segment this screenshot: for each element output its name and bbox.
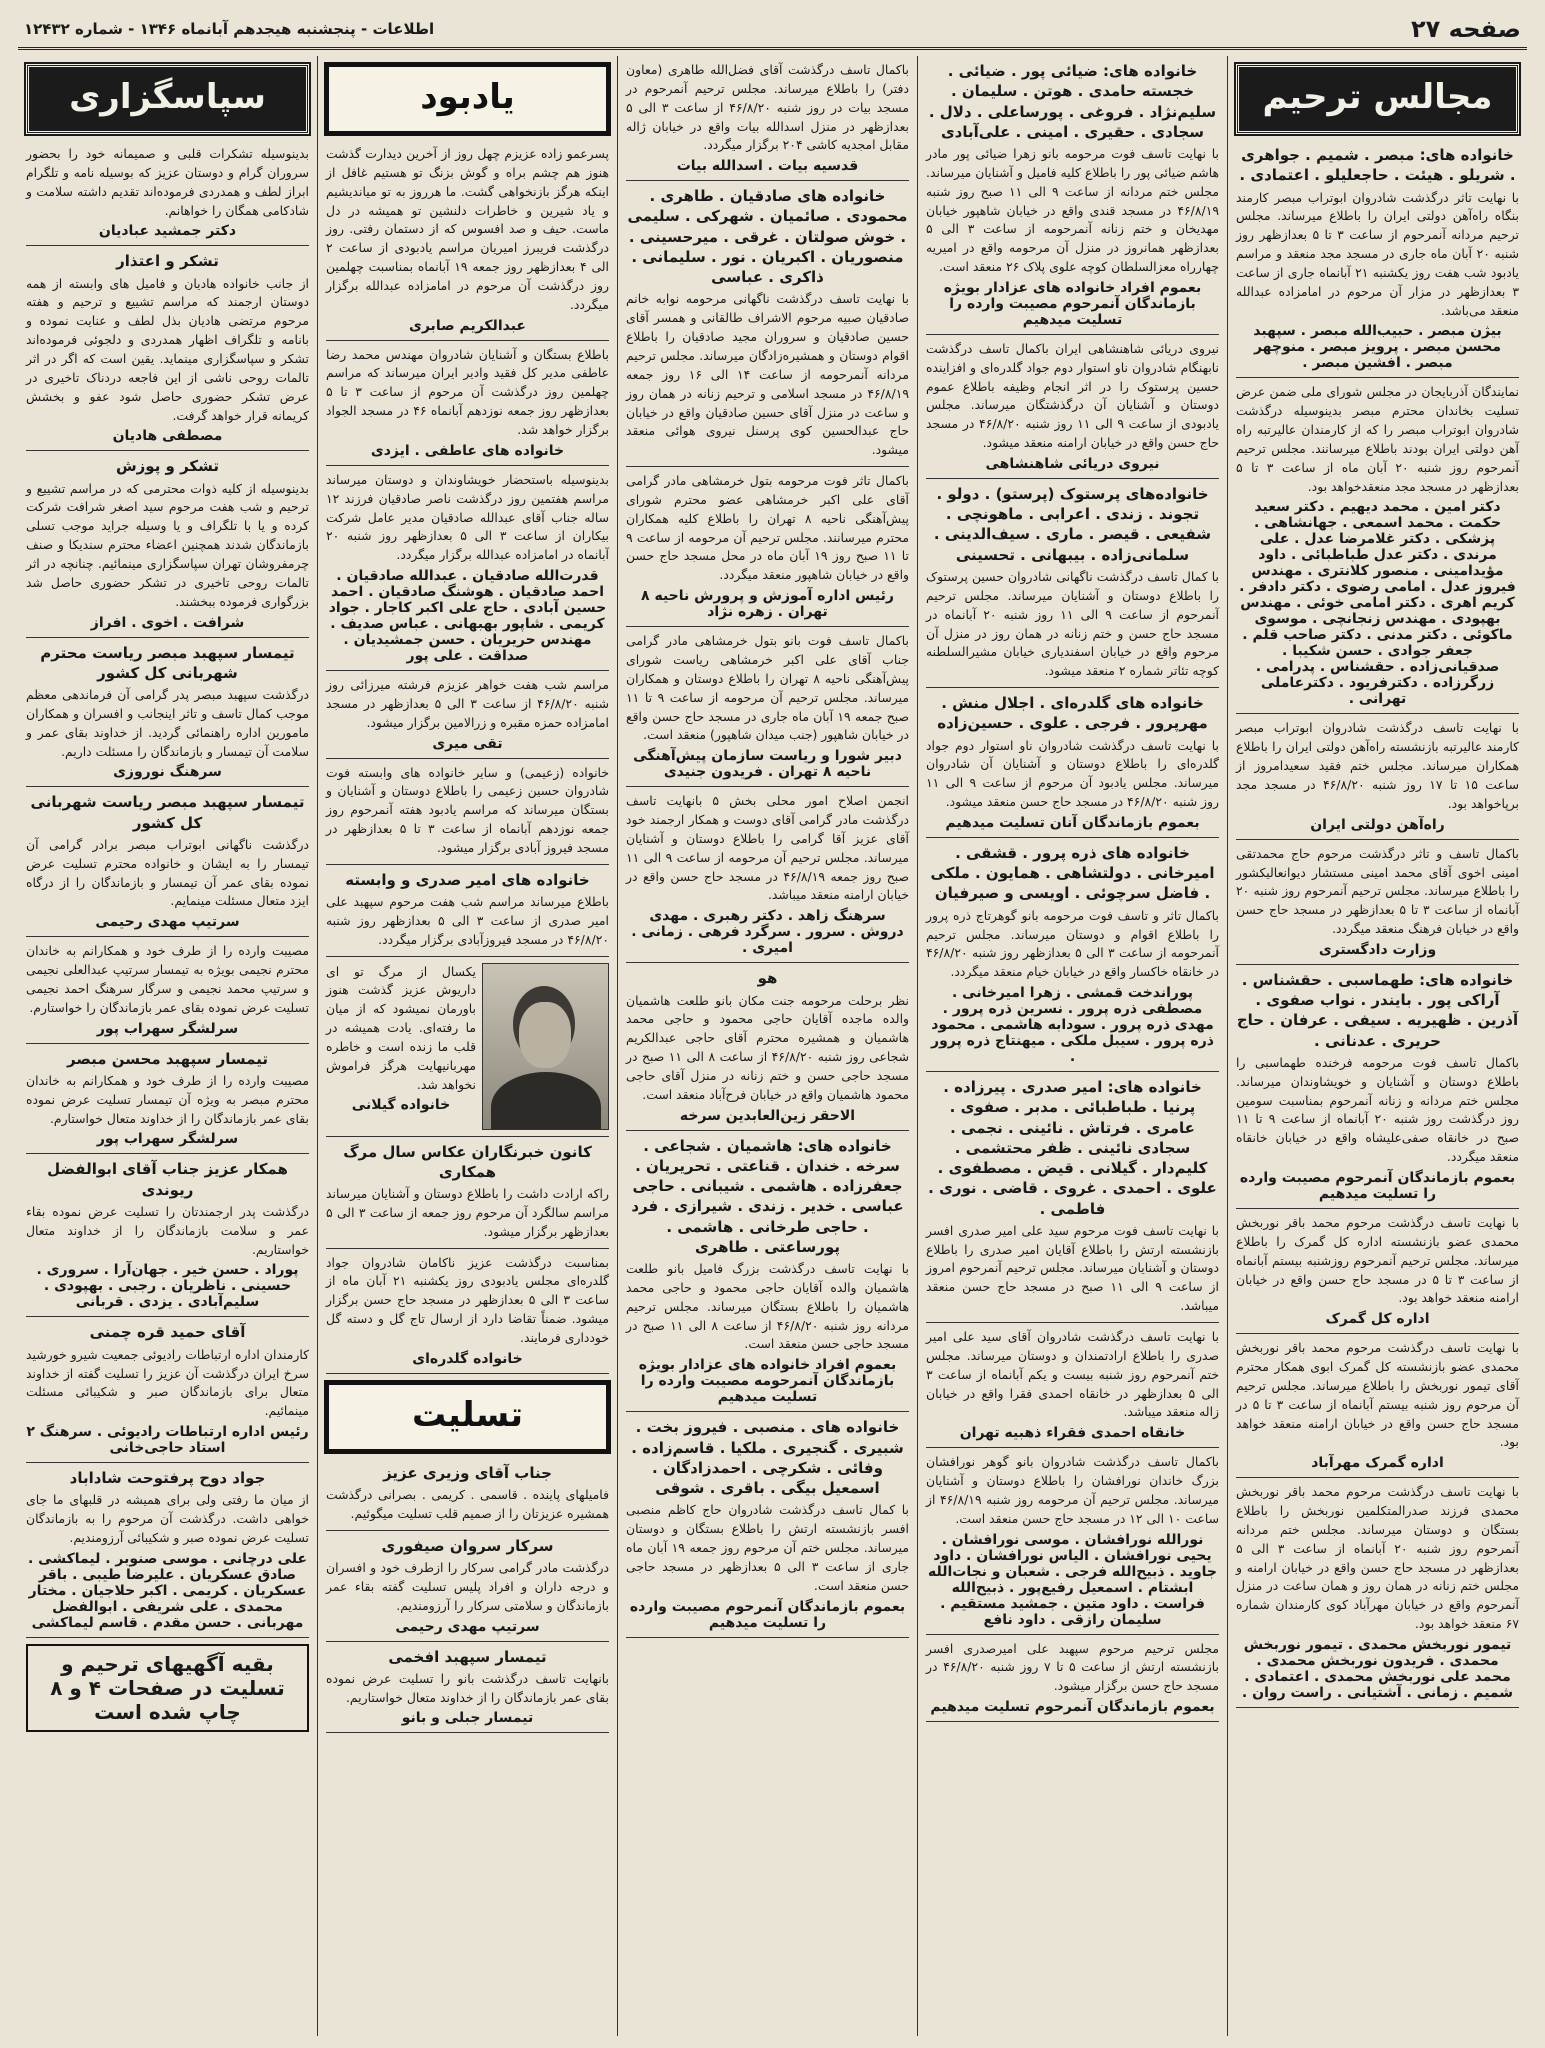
notice-signature: پوراد . حسن خیر . جهان‌آرا . سروری . حسینی . ناظریان . رجبی . بهپودی . سلیم‌آبادی . یزدی . قربانی xyxy=(36,1262,299,1311)
notice-title: تشکر و پوزش xyxy=(115,457,220,476)
notice-title: خانواده‌های پرستوک (پرستو) . دولو . تجوند . زندی . اعرابی . ماهونچی . شفیعی . قیصر . ماری . سیف‌الدینی . سلمانی‌زاده . بیبهانی . تحسینی xyxy=(933,484,1212,564)
notice-body: درگذشت سپهبد مبصر پدر گرامی آن فرماندهی معظم موجب کمال تاسف و تاثر اینجانب و افسران و همکاران مامورین اداره راهنمائی گردید. از خداوند بقای عمر و سلامت آن تیمسار و بازماندگان را مسئلت داریم. xyxy=(26,687,309,759)
notice-body: بدینوسیله تشکرات قلبی و صمیمانه خود را بحضور سروران گرام و دوستان عزیز که بوسیله نامه و تلگرام ابراز لطف و همدردی فرموده‌اند تقدیم داشته سلامت و شادکامی همگان را خواهانم. xyxy=(26,146,309,218)
section-banner-yadbud: یادبود xyxy=(326,64,609,134)
notice-body: با کمال تاسف درگذشت شادروان حاج کاظم منصبی افسر بازنشسته ارتش را باطلاع بستگان و دوستان میرساند. مجلس ختم آن مرحوم روز جمعه ۱۹ آبان ماه جاری از ساعت ۳ الی ۵ بعدازظهر در مسجد حاجی حسن منعقد است. xyxy=(626,1502,909,1593)
notice-signature: خانواده های عاطفی . ایزدی xyxy=(370,442,565,459)
notice xyxy=(926,56,1219,335)
notice-body: با نهایت تاسف درگذشت مرحوم محمد باقر نوربخش محمدی عضو بازنشسته کل گمرک ابوی همکار محترم آقای تیمور نوربخش را باطلاع میرساند. مجلس ترحیم آن مرحوم روز شنبه بیستم آبانماه از ساعت ۳ تا ۵ در مسجد حاج حسن واقع در خیابان ارامنه منعقد خواهد بود. xyxy=(1236,1340,1519,1450)
notice-signature: راه‌آهن دولتی ایران xyxy=(1310,816,1445,833)
column-1 xyxy=(1227,56,1527,2036)
notice-signature: بیژن مبصر . حبیب‌الله مبصر . سپهبد محسن مبصر . پرویز مبصر . منوچهر مبصر . افشین مبصر . xyxy=(1253,323,1502,372)
notice-list xyxy=(326,140,609,1374)
notice-body: نیروی دریائی شاهنشاهی ایران باکمال تاسف درگذشت نابهنگام شادروان ناو استوار دوم جواد گلدره‌ای و افزاینده حسین پرستوک را در اثر انجام وظیفه باطلاع عموم دوستان و آشنایان آن درگذشتگان میرساند. مجلس یادبودی از ساعت ۹ الی ۱۱ روز شنبه ۴۶/۸/۲۰ در مسجد حاج حسن واقع در خیابان ارامنه منعقد میشود. xyxy=(926,340,1219,451)
notice-body: مصیبت وارده را از طرف خود و همکارانم به خاندان محترم مبصر به ویژه آن تیمسار تسلیت عرض نموده بقای عمر بازماندگان را از خداوند متعال خواستارم. xyxy=(26,1072,309,1126)
notice-body: راکه ارادت داشت را باطلاع دوستان و آشنایان میرساند مراسم سالگرد آن مرحوم روز جمعه از ساعت ۳ الی ۵ بعدازظهر برگزار میشود. xyxy=(326,1186,609,1239)
notice-signature: تیمسار جبلی و بانو xyxy=(401,1710,534,1727)
notice xyxy=(626,467,909,627)
notice-title: خانواده های امیر صدری و وابسته xyxy=(345,870,590,889)
notice-signature: وزارت دادگستری xyxy=(1318,941,1437,958)
notice xyxy=(326,1531,609,1642)
notice-body: درگذشت مادر گرامی سرکار را ازطرف خود و افسران و درجه داران و افراد پلیس تسلیت گفته بقاء عمر بازماندگان و سلامتی سرکار را آرزومندیم. xyxy=(326,1560,609,1613)
notice-list xyxy=(926,56,1219,1722)
notice-body: بمناسبت درگذشت عزیز ناکامان شادروان جواد گلدره‌ای مجلس یادبودی روز یکشنبه ۲۱ آبان ماه از ساعت ۳ الی ۵ بعدازظهر در مسجد حاج حسن برگزار میشود. ضمناً تقاضا دارد از ارسال تاج گل و دسته گل خودداری فرمایند. xyxy=(326,1254,609,1345)
notice-signature: رئیس اداره ارتباطات رادیوئی . سرهنگ ۲ استاد حاجی‌خانی xyxy=(26,1424,309,1457)
notice xyxy=(326,865,609,957)
notice-body: باکمال تاثر و تاسف فوت مرحومه بانو گوهرتاج ذره پرور را باطلاع اقوام و دوستان میرساند. مجلس ترحیم آنمرحومه از ساعت ۳ الی ۵ بعدازظهر روز شنبه ۴۶/۸/۲۰ در خانقاه خاکسار واقع در خیابان خیام منعقد میگردد. xyxy=(926,907,1219,980)
notice-signature: دبیر شورا و ریاست سازمان پیش‌آهنگی ناحیه ۸ تهران . فریدون جنیدی xyxy=(633,748,902,781)
notice-body: باکمال تاثر فوت مرحومه بتول خرمشاهی مادر گرامی آقای علی اکبر خرمشاهی عضو محترم شورای پیش‌آهنگی ناحیه ۸ تهران را باطلاع کلیه همکاران محترم میرسانند. مجلس ترحیم آن مرحومه از ساعت ۹ تا ۱۱ صبح روز ۱۹ آبان ماه در محل مسجد حاج حسن واقع در خیابان شاهپور منعقد میگردد. xyxy=(626,473,909,583)
notice xyxy=(26,451,309,637)
notice-signature: بعموم بازماندگان آنمرحوم تسلیت میدهیم xyxy=(930,1699,1215,1716)
notice xyxy=(326,466,609,671)
notice-body: با نهایت تاثر درگذشت شادروان ابوتراب مبصر کارمند بنگاه راه‌آهن دولتی ایران را باطلاع میرساند. مجلس ترحیم مردانه آنمرحوم از ساعت ۳ تا ۵ بعدازظهر روز شنبه ۲۰ آبان ماه جاری در مسجد مجد منعقد و مراسم یادبود شب هفت روز یکشنبه ۲۱ آبانماه جاری از ساعت ۳ بعدازظهر در مزار آن مرحوم در امامزاده عبدالله منعقد می‌باشد. xyxy=(1236,189,1519,318)
notice-signature: پوراندخت قمشی . زهرا امیرخانی . مصطفی ذره پرور . نسرین ذره پرور . مهدی ذره پرور . سودابه هاشمی . محمود ذره پرور . سیبل ملکی . میهنتاج ذره پرور . xyxy=(931,985,1214,1066)
notice xyxy=(926,1323,1219,1448)
notice-title: خانواده های: ضیائی پور . ضیائی . خجسته حامدی . هوتن . سلیمان . سلیم‌نژاد . فروغی . پورساعلی . دلال . سجادی . حقیری . امینی . علی‌آبادی xyxy=(928,62,1217,141)
notice xyxy=(26,638,309,788)
notice-body: درگذشت پدر ارجمندتان را تسلیت عرض نموده بقاء عمر و سلامت بازماندگان را از خداوند متعال خواستاریم. xyxy=(26,1203,309,1257)
section-banner-tasliat: تسلیت xyxy=(326,1382,609,1452)
notice xyxy=(326,1137,609,1249)
notice-signature: دکتر امین . محمد دیهیم . دکتر سعید حکمت . محمد اسمعی . جهانشاهی . پزشکی . دکتر غلامرضا عدل . علی مرندی . دکتر عدل طباطبائی . داود مؤیدامینی . منصور کلانتری . مهندس فیروز عدل . امامی رضوی . دکتر دادفر . کریم اهری . دکتر امامی خوئی . مهندس بهپودی . مهندس زنجانچی . موسوی ماکوئی . دکتر مدنی . دکتر صاحب قلم . جعفر جوادی . حسن شکیبا . صدقیانی‌زاده . حقشناس . پدرامی . زرگرزاده . دکترفریود . دکترعاملی تهرانی . xyxy=(1239,499,1516,708)
notice-list xyxy=(626,56,909,1638)
notice xyxy=(1236,1209,1519,1334)
notice-title: تیمسار سپهبد محسن مبصر xyxy=(67,1049,268,1068)
notice-body: مصیبت وارده را از طرف خود و همکارانم به خاندان محترم نجیمی بویژه به تیمسار سرتیپ عبدالعلی نجیمی و سرتیپ محمد نجیمی و سرگار سرهنگ احمد نجیمی تسلیت عرض نموده بقای عمر بازماندگان را خواستارم. xyxy=(26,943,309,1015)
notice-signature: سرهنگ زاهد . دکتر رهبری . مهدی دروش . سرور . سرگرد فرهی . زمانی . امیری . xyxy=(631,908,904,957)
notice xyxy=(26,1154,309,1317)
notice xyxy=(626,56,909,181)
notice-signature: خانقاه احمدی فقراء ذهبیه تهران xyxy=(959,1425,1186,1442)
notice-title: خانواده های گلدره‌ای . اجلال منش . مهرپرور . فرجی . علوی . حسین‌زاده xyxy=(937,694,1208,733)
notice-signature: بعموم بازماندگان آنمرحوم مصیبت وارده را تسلیت میدهیم xyxy=(629,1598,906,1631)
notice-signature: قدرت‌الله صادقیان . عبدالله صادقیان . احمد صادقیان . هوشنگ صادقیان . احمد حسین آبادی . حاج علی اکبر کاجار . جواد کریمی . شاپور بهبهانی . عباس صدیف . مهندس حریریان . حسن جمشیدیان . صداقت . علی پور xyxy=(328,568,607,665)
notice-body: باطلاع بستگان و آشنایان شادروان مهندس محمد رضا عاطفی مدیر کل فقید وادیر ایران میرساند که مراسم چهلمین روز درگذشت آن مرحوم از ساعت ۳ تا ۵ بعدازظهر روز جمعه نوزدهم آبانماه ۴۶ در مسجد الجواد برگزار خواهد شد. xyxy=(326,346,610,437)
notice-body: باکمال تاسف و تاثر درگذشت مرحوم حاج محمدتقی امینی اخوی آقای محمد امینی مستشار دیوانعالیکشور را باطلاع میرساند. مجلس ترحیم آنمرحوم روز شنبه ۲۰ آبانماه از ساعت ۳ تا ۵ بعدازظهر در مسجد حاج حسن واقع در خیابان فرهنگ منعقد میگردد. xyxy=(1236,845,1519,937)
notice-body: بدینوسیله باستحضار خویشاوندان و دوستان میرساند مراسم هفتمین روز درگذشت ناصر صادقیان فرزند ۱۲ ساله جناب آقای عبدالله صادقیان مدیر عامل شرکت بیکاران از ساعت ۳ الی ۵ بعدازظهر روز شنبه ۲۰ آبانماه در امامزاده عبدالله برگزار میگردد. xyxy=(326,471,609,563)
column-5 xyxy=(18,56,317,2036)
notice-title: خانواده های ذره پرور . قشقی . امیرخانی . دولتشاهی . همایون . ملکی . فاضل سرچوئی . اویسی و صیرفیان xyxy=(930,843,1215,903)
notice-body: پسرعمو زاده عزیزم چهل روز از آخرین دیدارت گذشت هنوز هم چشم براه و گوش بزنگ تو هستیم غافل از اینکه هرگز بازنخواهی گشت. ما هرروز به تو میاندیشیم و یاد شیرین و خاطرات دلنشین تو همیشه در دل ماست. حیف و صد افسوس که از دستمان رفتی. روز درگذشت فریبرز امیریان مراسم یادبودی از ساعت ۲ الی ۴ بعدازظهر روز جمعه ۱۹ آبانماه بمناسبت چهلمین روز درگذشت آن مرحوم در امامزاده عبدالله برگزار میگردد. xyxy=(326,146,610,312)
notice-title: خانواده های صادقیان . طاهری . محمودی . صائمیان . شهرکی . سلیمی . خوش صولتان . غرقی . میرحسینی . منصوریان . اکبریان . نور . سلیمانی . ذاکری . عباسی xyxy=(627,187,908,287)
notice-list xyxy=(1236,140,1519,1708)
notice xyxy=(626,1412,909,1637)
columns xyxy=(18,56,1527,2036)
notice-signature: علی درچانی . موسی صنوبر . لیماکشی . صادق عسکریان . علیرضا طیبی . باقر عسکریان . کریمی . اکبر حلاجیان . مختار محمدی . علی شریفی . ابوالفضل مهربانی . حسن مقدم . قاسم لیماکشی xyxy=(27,1550,308,1631)
notice-body: با نهایت تاسف فوت مرحومه بانو زهرا ضیائی پور مادر هاشم ضیائی پور را باطلاع کلیه فامیل و آشنایان میرساند. مجلس ختم مردانه از ساعت ۹ الی ۱۱ صبح روز شنبه ۴۶/۸/۱۹ در مسجد قندی واقع در خیابان شاهپور خیابان مهدیخان و ختم زنانه آنمرحومه از ساعت ۳ الی ۵ بعدازظهر همانروز در منزل آن مرحومه واقع در امیریه چهارراه معزالسلطان کوچه علوی پلاک ۲۶ منعقد است. xyxy=(926,146,1219,275)
notice-body: از میان ما رفتی ولی برای همیشه در قلبهای ما جای خواهی داشت. درگذشت آن مرحوم را به بازماندگان تسلیت عرض نموده صبر و شکیبائی آرزومندیم. xyxy=(26,1492,309,1546)
notice-title: سرکار سروان صیفوری xyxy=(381,1536,554,1555)
notice xyxy=(1236,140,1519,378)
notice xyxy=(326,341,609,466)
notice xyxy=(26,246,309,451)
column-2 xyxy=(917,56,1227,2036)
notice-title: تیمسار سپهبد مبصر ریاست محترم شهربانی کل کشور xyxy=(40,643,295,682)
notice-body: کارمندان اداره ارتباطات رادیوئی جمعیت شیرو خورشید سرخ ایران درگذشت آن عزیز را تسلیت گفته از خداوند متعال برای بازماندگان صبر و شکیبائی مسئلت مینمائیم. xyxy=(26,1346,309,1419)
notice-signature: الاحقر زین‌العابدین سرخه xyxy=(679,1107,856,1124)
notice-signature: بعموم بازماندگان آنان تسلیت میدهیم xyxy=(945,814,1200,831)
notice xyxy=(326,140,609,341)
photo-caption xyxy=(326,963,476,1130)
notice-signature: اداره گمرک مهرآباد xyxy=(1311,1455,1444,1472)
page-number: صفحه ۲۷ xyxy=(1411,14,1521,43)
notice-body: با نهایت تاسف درگذشت مرحوم محمد باقر نوربخش محمدی عضو بازنشسته اداره کل گمرک را باطلاع میرساند. مجلس ترحیم آنمرحوم روزشنبه بیستم آبانماه از ساعت ۳ تا ۵ در مسجد حاج حسن واقع در خیابان ارامنه منعقد خواهد بود. xyxy=(1236,1214,1519,1306)
notice-body: با نهایت تاسف درگذشت شادروان آقای سید علی امیر صدری را باطلاع ارادتمندان و دوستان میرساند. مجلس ختم آنمرحوم روز شنبه بیست و یکم آبانماه از ساعت ۳ الی ۵ بعدازظهر در خانقاه احمدی فقرا واقع در خیابان زاله منعقد میباشد. xyxy=(926,1329,1219,1420)
notice xyxy=(26,1463,309,1638)
notice-title: تیمسار سپهبد افخمی xyxy=(388,1647,547,1666)
notice xyxy=(926,688,1219,838)
notice xyxy=(1236,378,1519,714)
notice-body: با کمال تاسف درگذشت ناگهانی شادروان حسین پرستوک را باطلاع دوستان و آشنایان میرساند. مجلس ترحیم آنمرحوم از ساعت ۹ الی ۱۱ روز شنبه ۲۰ آبانماه در مسجد حاج حسن و ختم زنانه در همان روز در منزل آن مرحوم واقع در خیابان اسفندیاری خیابان مشیرالسلطنه کوچه تئاتر شماره ۲ منعقد میشود. xyxy=(926,568,1219,679)
column-4 xyxy=(317,56,617,2036)
notice-title: خانواده های . منصبی . فیروز بخت . شبیری . گنجیری . ملکیا . قاسم‌زاده . وفائی . شکرچی . احمدزادگان . اسمعیل بیگی . باقری . شوقی xyxy=(631,1418,904,1498)
notice-signature: سرتیپ مهدی رحیمی xyxy=(95,914,240,931)
notice-title: آقای حمید قره چمنی xyxy=(89,1323,246,1342)
notice-title: تشکر و اعتذار xyxy=(116,252,219,271)
notice-body: با نهایت تاسف درگذشت مرحوم محمد باقر نوربخش محمدی فرزند صدرالمتکلمین نوربخش را باطلاع بستگان و دوستان میرساند. مجلس ختم مردانه آنمرحوم روز شنبه ۲۰ آبانماه از ساعت ۳ الی ۵ بعدازظهر در مسجد حاج حسن واقع در خیابان ارامنه و مجلس ختم زنانه در همان روز و همان ساعت در منزل آنمرحوم واقع در خیابان مهرآباد کوی کارمندان شماره ۶۷ منعقد خواهد بود. xyxy=(1236,1484,1519,1632)
notice-signature: تقی میری xyxy=(432,735,503,752)
notice-title: خانواده های: مبصر . شمیم . جواهری . شریلو . هیئت . حاجعلیلو . اعتمادی . xyxy=(1239,146,1516,185)
notice xyxy=(626,1131,909,1413)
notice xyxy=(626,787,909,963)
notice xyxy=(1236,840,1519,965)
notice-title: خانواده های: هاشمیان . شجاعی . سرخه . خندان . قناعتی . تحریریان . جعفرزاده . هاشمی . شیبانی . حاجی عباسی . خدیر . زندی . شیرازی . فرد . حاجی طرخانی . هاشمی . پورساعتی . طاهری xyxy=(631,1136,904,1256)
notice-signature: نورالله نورافشان . موسی نورافشان . یحیی نورافشان . الیاس نورافشان . داود جاوید . ذبیح‌الله فرجی . شعبان و نجات‌الله ابشتام . اسمعیل رفیع‌پور . ذبیح‌الله فراست . داود متین . جمشید مستقیم . سلیمان رازقی . داود نافع xyxy=(927,1531,1217,1628)
notice-body: با نهایت تاسف درگذشت ناگهانی مرحومه نوابه خانم صادقیان صبیه مرحوم الاشراف طالقانی و همسر آقای حسین صادقیان و سروران مجید صادقیان را باطلاع اقوام دوستان و همشیره‌زادگان میرساند. مجلس ترحیم مردانه آنمرحومه از ساعت ۱۴ الی ۱۶ روز جمعه ۴۶/۸/۱۹ در مسجد اسلامی و ترحیم زنانه در همان روز و ساعت در منزل آقای حسین صادقیان واقع در خیابان حاج عبدالحسین کوی پرسنل نیروی هوائی منعقد میشود. xyxy=(626,291,909,458)
notice-title: جناب آقای وزیری عزیز xyxy=(383,1463,552,1482)
notice-list xyxy=(26,140,309,1638)
notice-signature: نیروی دریائی شاهنشاهی xyxy=(985,455,1160,472)
section-banner-sepasgozari: سپاسگزاری xyxy=(26,64,309,134)
notice xyxy=(926,838,1219,1072)
column-3 xyxy=(617,56,917,2036)
notice-title: خانواده های: طهماسبی . حقشناس . آراکی پور . بایندر . نواب صفوی . آذرین . ظهیریه . سیفی . عرفان . حاج حریری . عدنانی . xyxy=(1236,970,1519,1050)
notice-body: درگذشت ناگهانی ابوتراب مبصر برادر گرامی آن تیمسار را به ایشان و خانواده محترم تسلیت عرض نموده بقای عمر آن تیمسار و بازماندگان را از درگاه ایزد متعال مسئلت مینمایم. xyxy=(26,836,309,909)
page-header xyxy=(18,14,1527,50)
notice-signature: بعموم افراد خانواده های عزادار بویژه بازماندگان آنمرحومه مصیبت وارده را تسلیت میدهیم xyxy=(638,1357,897,1406)
notice-signature: مصطفی هادیان xyxy=(112,428,223,445)
notice-body: از جانب خانواده هادیان و فامیل های وابسته از همه دوستان ارجمند که مراسم تشییع و ترحیم و هفته مرحوم مرتضی هادیان بذل لطف و عنایت نموده و بانامه و تلگراف اظهار همدردی و دلجوئی فرموده‌اند تشکر و سپاسگزاری مینماید. یقین است که اگر در اثر تالمات روحی ناشی از این فاجعه دردناک تاخیری در عرض تشکر حضوری حاصل شود عفو و بخشش کریمانه قرار خواهد گرفت. xyxy=(26,275,309,423)
issue-line: اطلاعات - پنجشنبه هیجدهم آبانماه ۱۳۴۶ - شماره ۱۲۴۳۲ xyxy=(24,19,435,38)
notice-signature: بعموم افراد خانواده های عزادار بویژه بازماندگان آنمرحوم مصیبت وارده را تسلیت میدهیم xyxy=(943,279,1202,328)
notice-body: انجمن اصلاح امور محلی بخش ۵ بانهایت تاسف درگذشت مادر گرامی آقای دوست و همکار ارجمند خود آقای عزیز آقا گرامی را باطلاع دوستان و آشنایان میرساند. مجلس ترحیم آن مرحومه از ساعت ۹ الی ۱۱ صبح روز جمعه ۴۶/۸/۱۹ در مسجد حاج حسن واقع در خیابان ارامنه منعقد میباشد. xyxy=(626,793,909,903)
notice-body: نمایندگان آذربایجان در مجلس شورای ملی ضمن عرض تسلیت بخاندان محترم مبصر بدینوسیله درگذشت شادروان ابوتراب مبصر را که از کارمندان عالیرتبه راه آهن دولتی ایران بودند باطلاع میرسانند. مجلس ترحیم آنمرحوم روز شنبه ۲۰ آبان ماه از ساعت ۳ تا ۵ بعدازظهر در مسجد مجد منعقدخواهد بود. xyxy=(1236,384,1519,494)
notice-signature: خانواده گیلانی xyxy=(351,1097,451,1114)
notice xyxy=(1236,1478,1519,1708)
notice-title: جواد دوح پرفتوحت شاداباد xyxy=(69,1469,266,1488)
portrait-photo xyxy=(482,963,609,1130)
notice xyxy=(26,937,309,1043)
notice-title: خانواده های: امیر صدری . پیرزاده . پرنیا . طباطبائی . مدبر . صفوی . عامری . فرتاش . نائینی . نجمی . سجادی نائینی . ظفر محتشمی . کلیم‌دار . گیلانی . قیض . مصطفوی . علوی . احمدی . غروی . قاضی . نوری . فاطمی . xyxy=(928,1078,1217,1218)
notice-body: بانهایت تاسف درگذشت بانو را تسلیت عرض نموده بقای عمر بازماندگان را از خداوند متعال خواستاریم. xyxy=(326,1670,609,1705)
notice-body: مجلس ترحیم مرحوم سپهبد علی امیرصدری افسر بازنشسته ارتش از ساعت ۵ تا ۷ روز شنبه ۴۶/۸/۲۰ در مسجد حاج حسن برگزار میشود. xyxy=(926,1640,1219,1694)
notice-body: فامیلهای پاینده . قاسمی . کریمی . بصرانی درگذشت همشیره عزیزتان را از صمیم قلب تسلیت میگوئیم. xyxy=(326,1487,609,1521)
notice-signature: دکتر جمشید عبادیان xyxy=(98,223,237,240)
notice xyxy=(626,181,909,467)
notice-signature: شرافت . اخوی . افراز xyxy=(90,614,245,631)
continuation-note: بقیه آگهیهای ترحیم و تسلیت در صفحات ۴ و ۸ چاپ شده است xyxy=(26,1644,309,1732)
notice xyxy=(26,140,309,246)
notice-body: باطلاع میرساند مراسم شب هفت مرحوم سپهبد علی امیر صدری از ساعت ۳ الی ۵ بعدازظهر روز شنبه ۴۶/۸/۲۰ در مسجد فیروزآبادی برگزار میگردد. xyxy=(326,894,609,947)
notice-body: با نهایت تاسف درگذشت بزرگ فامیل بانو طلعت هاشمیان والده آقایان حاجی محمود و حاجی محمد هاشمیان را باطلاع بستگان میرساند. مجلس ترحیم مردانه روز شنبه ۴۶/۸/۲۰ از ساعت ۸ الی ۱۱ صبح در مسجد حاجی حسن منعقد است. xyxy=(626,1261,909,1352)
notice-signature: اداره کل گمرک xyxy=(1325,1311,1430,1328)
notice-signature: سرلشگر سهراب پور xyxy=(96,1131,239,1148)
notice xyxy=(326,1642,609,1734)
notice xyxy=(326,671,609,759)
notice-title: همکار عزیز جناب آقای ابوالفضل ریوندی xyxy=(47,1160,288,1199)
notice xyxy=(626,963,909,1130)
notice-signature: خانواده گلدره‌ای xyxy=(412,1350,523,1367)
notice xyxy=(1236,1334,1519,1478)
notice-body: نظر برحلت مرحومه جنت مکان بانو طلعت هاشمیان والده ماجده آقایان حاجی محمود و حاجی محمد هاشمیان و همشیره محترم آقای حاجی عبدالکریم شجاعی روز شنبه ۴۶/۸/۲۰ از ساعت ۸ الی ۱۱ صبح در مسجد حاجی حسن و ختم زنانه در منزل آقای حاجی محمود هاشمیان واقع در خیابان فرح‌آباد منعقد است. xyxy=(626,992,909,1102)
notice-body: باکمال تاسف درگذشت شادروان بانو گوهر نورافشان بزرگ خاندان نورافشان را باطلاع دوستان و آشنایان میرساند. مجلس ترحیم آن مرحومه روز شنبه ۴۶/۸/۱۹ از ساعت ۱۰ الی ۱۲ در مسجد حاج حسن منعقد است. xyxy=(926,1454,1219,1526)
notice-signature: بعموم بازماندگان آنمرحوم مصیبت وارده را تسلیت میدهیم xyxy=(1239,1169,1516,1202)
notice-body: باکمال تاسف فوت مرحومه فرخنده طهماسبی را باطلاع دوستان و آشنایان و خویشاوندان میرساند. مجلس ختم مردانه و زنانه آنمرحوم بمناسبت سومین روز درگذشت روز شنبه ۲۰ آبانماه از ساعت ۹ تا ۱۱ صبح در خانقاه صفی‌علیشاه واقع در خیابان خانقاه منعقد میگردد. xyxy=(1236,1054,1519,1165)
notice-body: خانواده (زعیمی) و سایر خانواده های وابسته فوت شادروان حسین زعیمی را باطلاع دوستان و آشنایان و بستگان میرساند که مراسم یادبود هفته آنمرحوم روز جمعه نوزدهم آبانماه از ساعت ۳ تا ۵ بعدازظهر در مسجد فیروز آبادی برگزار میشود. xyxy=(326,764,609,855)
notice-title: هو xyxy=(757,969,778,988)
notice-title: کانون خبرنگاران عکاس سال مرگ همکاری xyxy=(343,1142,592,1181)
notice-body: با نهایت تاسف فوت مرحوم سید علی امیر صدری افسر بازنشسته ارتش را باطلاع آقایان امیر صدری را باطلاع دوستان و آشنایان میرساند. مجلس ترحیم آنمرحوم امروز از ساعت ۹ الی ۱۱ صبح در مسجد حاج حسن منعقد میباشد. xyxy=(926,1222,1219,1314)
notice-body: باکمال تاسف درگذشت آقای فضل‌الله طاهری (معاون دفتر) را باطلاع میرساند. مجلس ترحیم آنمرحوم در مسجد بیات در روز شنبه ۴۶/۸/۲۰ از ساعت ۳ الی ۵ بعدازظهر در منزل اسدالله بیات واقع در خیابان ژاله مقابل امجدیه کاشی ۲۰۴ برگزار میگردد. xyxy=(626,62,909,153)
section-banner-tarhim: مجالس ترحیم xyxy=(1236,64,1519,134)
notice xyxy=(926,1635,1219,1723)
notice-signature: سرتیپ مهدی رحیمی xyxy=(395,1618,540,1635)
notice xyxy=(26,787,309,937)
notice xyxy=(1236,965,1519,1209)
notice xyxy=(926,479,1219,688)
notice xyxy=(626,627,909,787)
notice xyxy=(326,1458,609,1531)
notice-signature: عبدالکریم صابری xyxy=(409,317,526,334)
notice-signature: سرهنگ نوروزی xyxy=(113,764,222,781)
notice-signature: تیمور نوربخش محمدی . تیمور نوربخش محمدی . فریدون نوربخش محمدی . محمد علی نوربخش محمدی . اعتمادی . شمیم . زمانی . آشتیانی . راست روان . xyxy=(1241,1637,1514,1701)
notice xyxy=(926,1448,1219,1634)
notice-body: باکمال تاسف فوت بانو بتول خرمشاهی مادر گرامی جناب آقای علی اکبر خرمشاهی ریاست شورای پیش‌آهنگی ناحیه ۸ تهران را باطلاع دوستان و همکاران میرساند. مجلس ترحیم آن مرحومه از ساعت ۹ تا ۱۱ صبح جمعه ۱۹ آبان ماه جاری در مسجد حاج حسن واقع در خیابان شاهپور (جنب میدان شاهپور) منعقد است. xyxy=(626,633,910,743)
notice-body: با نهایت تاسف درگذشت شادروان ناو استوار دوم جواد گلدره‌ای را باطلاع دوستان و آشنایان آن شادروان میرساند. مجلس یادبود آن مرحوم از ساعت ۹ الی ۱۱ روز شنبه ۴۶/۸/۲۰ در مسجد حاج حسن منعقد میشود. xyxy=(926,737,1219,810)
notice-signature: قدسیه بیات . اسدالله بیات xyxy=(676,158,859,175)
notice-body: مراسم شب هفت خواهر عزیزم فرشته میرزائی روز شنبه ۴۶/۸/۲۰ از ساعت ۳ الی ۵ بعدازظهر در مسجد امامزاده حمزه مقبره و زرالامین برگزار میشود. xyxy=(326,677,609,730)
notice-body: یکسال از مرگ تو ای داریوش عزیز گذشت هنوز باورمان نمیشود که از میان ما رفته‌ای. یادت همیشه در قلب ما زنده است و خاطره مهربانیهایت هرگز فراموش نخواهد شد. xyxy=(326,963,476,1092)
notice-title: تیمسار سپهبد مبصر ریاست شهربانی کل کشور xyxy=(30,793,305,832)
notice xyxy=(26,1317,309,1463)
notice xyxy=(26,1044,309,1155)
notice-signature: سرلشگر سهراب پور xyxy=(96,1020,239,1037)
notice xyxy=(926,335,1219,479)
notice-list xyxy=(326,1458,609,1734)
notice-body: با نهایت تاسف درگذشت شادروان ابوتراب مبصر کارمند عالیرتبه بازنشسته راه‌آهن دولتی ایران را باطلاع همکاران میرساند. مجلس ختم فقید سعیدامروز از ساعت ۱۵ تا ۱۷ روز شنبه ۴۶/۸/۲۰ در مسجد مجد برپاخواهد بود. xyxy=(1236,720,1519,811)
notice-signature: رئیس اداره آموزش و پرورش ناحیه ۸ تهران . زهره نژاد xyxy=(641,588,894,621)
notice xyxy=(926,1072,1219,1323)
notice-body: بدینوسیله از کلیه ذوات محترمی که در مراسم تشییع و ترحیم و شب هفت مرحوم سید اصغر شرافت شرکت کرده و یا با تلگراف و یا وسیله جراید موجب تسلی بازماندگان شدند همچنین اعضاء محترم سندیکا و صنف چرمفروشان تهران سپاسگزاری مینمائیم. چنانچه در اثر تالمات روحی تاخیری در تشکر حضوری حاصل شد بزرگواری فرموده ببخشند. xyxy=(26,480,309,609)
notice xyxy=(326,957,609,1137)
notice xyxy=(326,759,609,865)
notice xyxy=(326,1249,609,1374)
notice xyxy=(1236,714,1519,839)
